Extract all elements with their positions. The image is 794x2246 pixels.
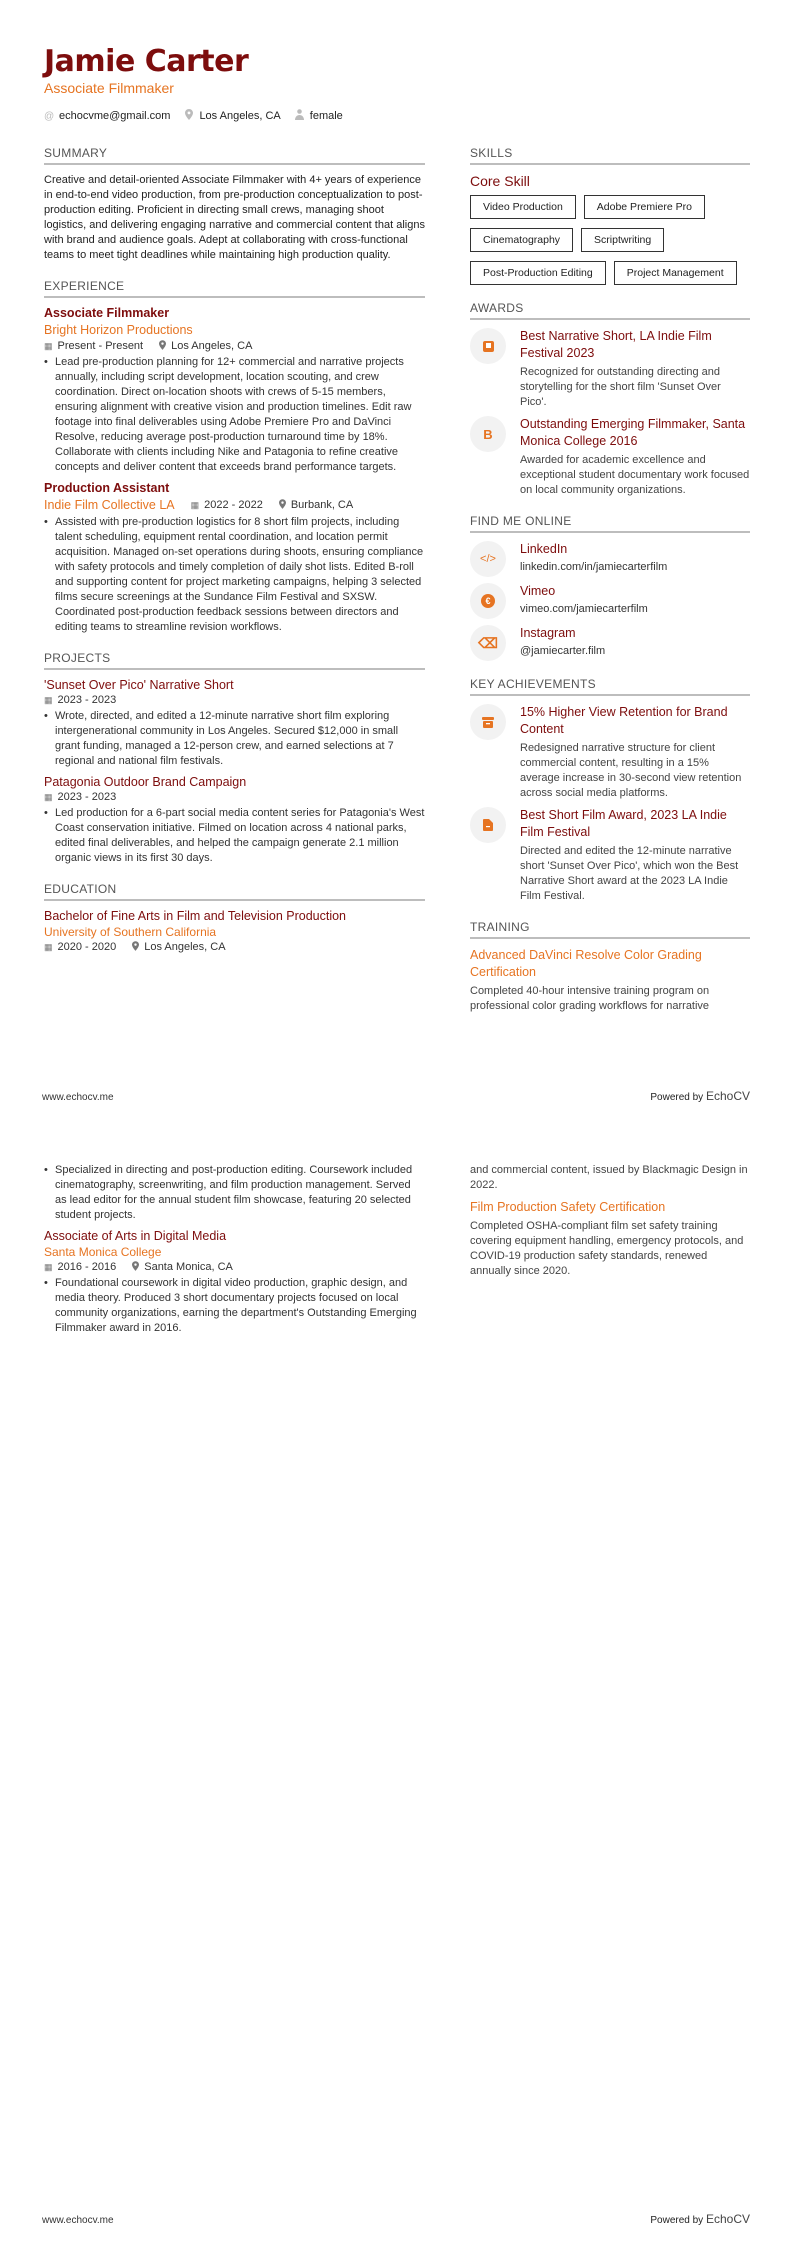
resume-page-2 [0, 1123, 794, 2246]
job-bullet: • Assisted with pre-production logistics for 8 short film projects, including talent scheduling, equipment rental coordination, and location permit acquisition. Managed on-set operations during shoots, ensuring compliance with safety protocols and timely completion of daily shot lists. Edited B-roll and supporting content for project marketing campaigns, helping 3 selected films secure screenings at the Sundance Film Festival and SXSW. Coordinated post-production feedback sessions between directors and editing teams to streamline revision workflows. [44, 515, 425, 635]
footer-site-link[interactable]: www.echocv.me [42, 1092, 114, 1103]
projects-section [44, 651, 425, 866]
section-title-projects: PROJECTS [44, 651, 425, 670]
skills-section [470, 146, 750, 285]
map-pin-icon [279, 499, 286, 511]
degree-title: Associate of Arts in Digital Media [44, 1229, 227, 1243]
email-text: echocvme@gmail.com [59, 110, 171, 122]
powered-by-label: Powered by [650, 1092, 704, 1103]
archive-icon [470, 704, 506, 740]
online-section [470, 514, 750, 661]
experience-section [44, 279, 425, 635]
project-meta [44, 694, 425, 706]
education-meta [44, 1261, 425, 1273]
left-column [44, 146, 425, 969]
training-description: Completed OSHA-compliant film set safety training covering equipment handling, emergency protocols, and COVID-19 production safety standards, renewed annually since 2020. [470, 1220, 744, 1277]
company-name: Bright Horizon Productions [44, 323, 193, 337]
job-dates: Present - Present [57, 340, 144, 352]
code-icon: </> [470, 541, 506, 577]
online-link[interactable]: linkedin.com/in/jamiecarterfilm [520, 561, 668, 573]
school-name: Santa Monica College [44, 1245, 162, 1259]
section-title-online: FIND ME ONLINE [470, 514, 750, 533]
achievement-description: Redesigned narrative structure for client commercial content, resulting in a 15% average increase in 30-second view retention across social media platforms. [520, 742, 742, 799]
training-title: Film Production Safety Certification [470, 1200, 666, 1214]
education-section [44, 882, 425, 953]
experience-item [44, 306, 425, 475]
location-text: Los Angeles, CA [199, 110, 281, 122]
project-item [44, 678, 425, 769]
job-meta [44, 498, 425, 512]
online-link[interactable]: @jamiecarter.film [520, 645, 606, 657]
education-meta [44, 941, 425, 953]
project-title: 'Sunset Over Pico' Narrative Short [44, 678, 234, 692]
online-title: LinkedIn [520, 542, 568, 556]
job-title: Associate Filmmaker [44, 306, 170, 320]
section-title-awards: AWARDS [470, 301, 750, 320]
achievement-item [470, 704, 750, 801]
education-item [44, 1229, 425, 1336]
calendar-icon: ▦ [44, 1261, 53, 1272]
company-name: Indie Film Collective LA [44, 498, 175, 512]
online-item-linkedin[interactable] [470, 541, 750, 577]
section-title-education: EDUCATION [44, 882, 425, 901]
project-item [44, 775, 425, 866]
award-description: Awarded for academic excellence and exceptional student documentary work focused on local community organizations. [520, 454, 750, 496]
job-location: Burbank, CA [290, 499, 354, 511]
job-location: Los Angeles, CA [171, 340, 253, 352]
map-pin-icon [132, 1261, 139, 1273]
section-title-summary: SUMMARY [44, 146, 425, 165]
section-title-training: TRAINING [470, 920, 750, 939]
degree-title: Bachelor of Fine Arts in Film and Television Production [44, 909, 347, 923]
backspace-icon: ⌫ [470, 625, 506, 661]
award-item [470, 328, 750, 410]
right-column-continued [470, 1163, 750, 1285]
skill-group-title: Core Skill [470, 173, 530, 189]
school-name: University of Southern California [44, 925, 217, 939]
contact-gender [295, 109, 343, 123]
euro-icon: € [470, 583, 506, 619]
project-dates: 2023 - 2023 [57, 694, 117, 706]
section-title-experience: EXPERIENCE [44, 279, 425, 298]
candidate-role: Associate Filmmaker [44, 80, 174, 96]
summary-section [44, 146, 425, 263]
footer-site-link[interactable]: www.echocv.me [42, 2215, 114, 2226]
right-column [470, 146, 750, 1030]
awards-section [470, 301, 750, 498]
powered-by-label: Powered by [650, 2215, 704, 2226]
brand-name: EchoCV [705, 2212, 750, 2226]
achievement-description: Directed and edited the 12-minute narrative short 'Sunset Over Pico', which won the Best Narrative Short award at the 2023 LA Indie Film Festival. [520, 845, 739, 902]
award-title: Outstanding Emerging Filmmaker, Santa Monica College 2016 [520, 417, 746, 448]
left-column-continued [44, 1163, 425, 1342]
project-dates: 2023 - 2023 [57, 791, 117, 803]
award-description: Recognized for outstanding directing and storytelling for the short film 'Sunset Over Pico'. [520, 366, 721, 408]
training-title: Advanced DaVinci Resolve Color Grading Certification [470, 948, 702, 979]
skill-tag: Adobe Premiere Pro [584, 195, 705, 219]
education-item [44, 909, 425, 953]
map-pin-icon [159, 340, 166, 352]
online-item-instagram[interactable] [470, 625, 750, 661]
section-title-skills: SKILLS [470, 146, 750, 165]
achievement-item [470, 807, 750, 904]
award-item [470, 416, 750, 498]
online-link[interactable]: vimeo.com/jamiecarterfilm [520, 603, 648, 615]
project-bullet: • Wrote, directed, and edited a 12-minute narrative short film exploring intergenerational community in Los Angeles. Secured $12,000 in small grant funding, managed a 12-person crew, and earned selections at 7 regional and national film festivals. [44, 709, 425, 769]
calendar-icon: ▦ [44, 791, 53, 802]
online-item-vimeo[interactable] [470, 583, 750, 619]
letter-b-icon: B [470, 416, 506, 452]
contact-email[interactable] [44, 110, 170, 122]
achievement-title: Best Short Film Award, 2023 LA Indie Film Festival [520, 808, 727, 839]
skill-tag: Post-Production Editing [470, 261, 606, 285]
map-pin-icon [184, 109, 194, 123]
experience-item [44, 481, 425, 635]
education-location: Los Angeles, CA [144, 941, 226, 953]
training-description: Completed 40-hour intensive training program on professional color grading workflows for narrative [470, 985, 710, 1012]
footer-powered-by [650, 1089, 750, 1103]
skill-tags [470, 195, 750, 285]
education-dates: 2020 - 2020 [57, 941, 117, 953]
project-bullet: • Led production for a 6-part social media content series for Patagonia's West Coast conservation initiative. Filmed on location across 4 national parks, edited final deliverables, and helped the campaign generate 2.1 million organic views in its first 30 days. [44, 806, 425, 866]
training-section [470, 920, 750, 1014]
online-title: Vimeo [520, 584, 556, 598]
achievements-section [470, 677, 750, 904]
online-title: Instagram [520, 626, 576, 640]
document-icon [470, 807, 506, 843]
bookmark-icon [470, 328, 506, 364]
calendar-icon: ▦ [190, 499, 200, 510]
footer-powered-by [650, 2212, 750, 2226]
gender-text: female [309, 110, 343, 122]
contact-location [184, 109, 280, 123]
education-location: Santa Monica, CA [144, 1261, 233, 1273]
calendar-icon: ▦ [44, 340, 53, 351]
achievement-title: 15% Higher View Retention for Brand Content [520, 705, 728, 736]
project-meta [44, 791, 425, 803]
award-title: Best Narrative Short, LA Indie Film Festival 2023 [520, 329, 712, 360]
at-icon: @ [44, 110, 55, 122]
job-dates: 2022 - 2022 [204, 499, 263, 511]
skill-tag: Cinematography [470, 228, 573, 252]
brand-name: EchoCV [705, 1089, 750, 1103]
project-title: Patagonia Outdoor Brand Campaign [44, 775, 247, 789]
section-title-achievements: KEY ACHIEVEMENTS [470, 677, 750, 696]
job-meta [44, 340, 425, 352]
person-icon [295, 109, 305, 123]
education-bullet: • Specialized in directing and post-production editing. Coursework included cinematography, screenwriting, and film production management. Served as lead editor for the annual student film showcase, featuring 20 selected student projects. [44, 1163, 425, 1223]
contact-row [44, 109, 343, 123]
calendar-icon: ▦ [44, 941, 53, 952]
calendar-icon: ▦ [44, 694, 53, 705]
job-title: Production Assistant [44, 481, 170, 495]
candidate-name: Jamie Carter [44, 44, 249, 79]
job-bullet: • Lead pre-production planning for 12+ commercial and narrative projects annually, including script development, location scouting, and crew coordination. Direct on-location shoots with crews of 5-15 members, ensuring alignment with creative vision and production timelines. Edit raw footage into final deliverables using Adobe Premiere Pro and DaVinci Resolve, reducing average post-production turnaround time by 18%. Collaborate with clients including Nike and Patagonia to refine creative concepts and deliver content that exceeds brand performance targets. [44, 355, 425, 475]
skill-tag: Scriptwriting [581, 228, 664, 252]
summary-text: Creative and detail-oriented Associate Filmmaker with 4+ years of experience in end-to-end video production, from pre-production conceptualization to post-production editing. Proficient in directing small crews, managing shoot logistics, and delivering engaging narrative and commercial content that aligns with brand and audience goals. Adept at collaborating with cross-functional teams to meet tight deadlines while maintaining high production quality. [44, 174, 425, 261]
education-dates: 2016 - 2016 [57, 1261, 117, 1273]
skill-tag: Project Management [614, 261, 737, 285]
map-pin-icon [132, 941, 139, 953]
skill-tag: Video Production [470, 195, 576, 219]
training-description-continued: and commercial content, issued by Blackmagic Design in 2022. [470, 1164, 748, 1191]
education-bullet: • Foundational coursework in digital video production, graphic design, and media theory. Produced 3 short documentary projects focused on local community organizations, earning the department's Outstanding Emerging Filmmaker award in 2016. [44, 1276, 425, 1336]
